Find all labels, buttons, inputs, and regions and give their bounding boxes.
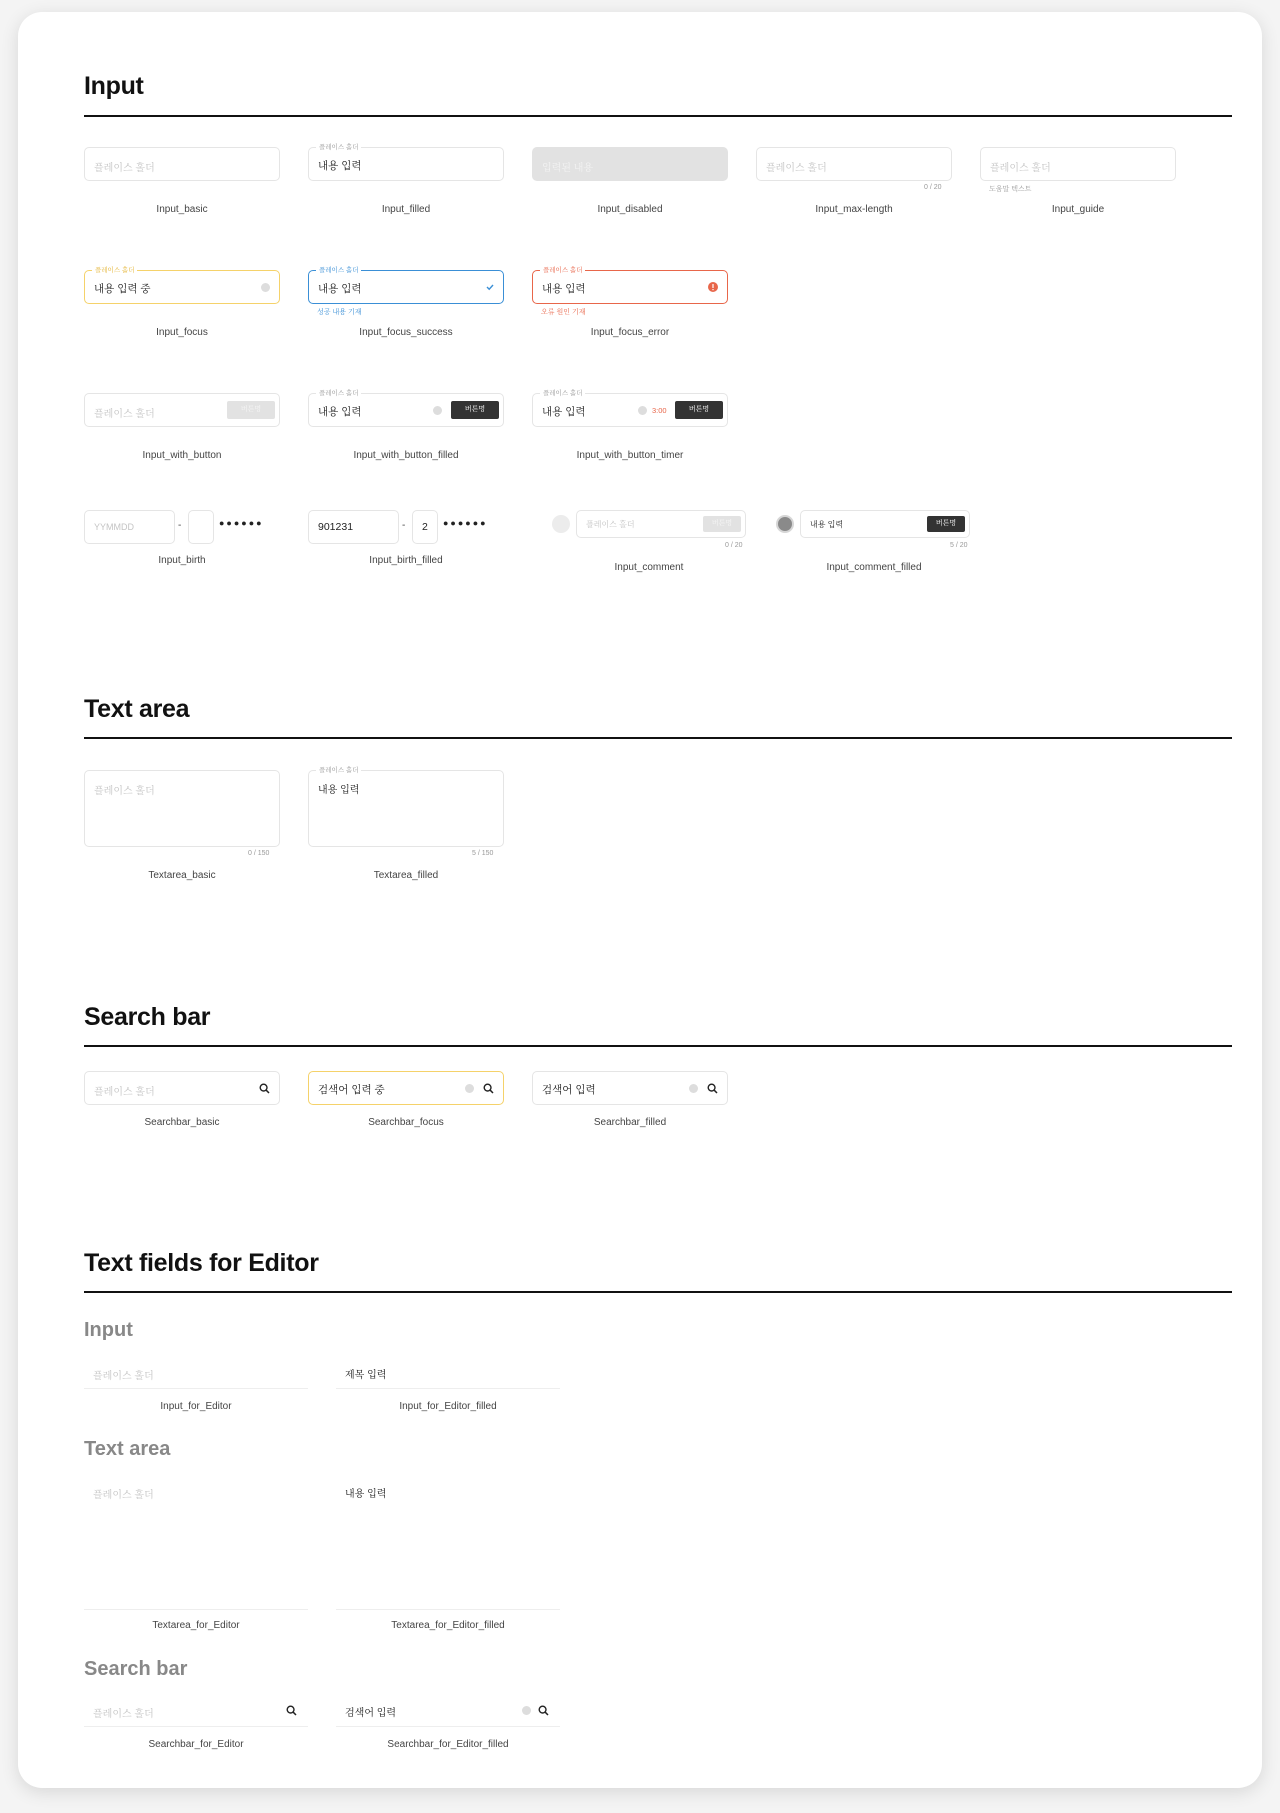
search-value: 검색어 입력 중 [318,1084,385,1096]
birth-gender-input[interactable] [188,510,214,544]
input-filled[interactable] [308,144,504,181]
char-counter: 0 / 20 [725,542,743,549]
section-title-textarea: Text area [84,695,190,723]
input-value: 내용 입력 [318,160,362,172]
section-title-searchbar: Search bar [84,1003,211,1031]
input-placeholder: 플레이스 홀더 [990,163,1051,174]
caption-input-focus-success: Input_focus_success [359,327,453,338]
action-button-disabled: 버튼명 [227,401,275,419]
input-comment-filled[interactable] [800,510,970,538]
section-title-input: Input [84,72,144,100]
searchbar-basic[interactable] [84,1071,280,1105]
birth-gender-value: 2 [422,521,428,533]
char-counter: 0 / 150 [248,850,270,857]
subsection-title-searchbar: Search bar [84,1658,188,1680]
search-placeholder: 플레이스 홀더 [93,1709,154,1720]
caption-input-guide: Input_guide [1051,204,1105,215]
caption-input-basic: Input_basic [156,204,208,215]
birth-dash: - [178,520,182,531]
birth-value: 901231 [318,521,354,533]
input-with-button-filled[interactable] [308,390,504,427]
avatar-icon [776,515,794,533]
input-max-length[interactable] [756,147,952,181]
input-placeholder: 플레이스 홀더 [766,163,827,174]
textarea-placeholder: 플레이스 홀더 [94,786,155,797]
caption-input-focus-error: Input_focus_error [590,327,670,338]
textarea-placeholder: 플레이스 홀더 [93,1490,154,1501]
search-icon[interactable] [483,1083,494,1094]
textarea-value: 내용 입력 [318,785,360,796]
caption-input-birth: Input_birth [158,555,206,566]
clear-icon[interactable] [689,1084,698,1093]
birth-gender-input-filled[interactable] [412,510,438,544]
input-guide[interactable] [980,147,1176,181]
input-comment[interactable] [576,510,746,538]
guide-text: 도움말 텍스트 [989,186,1032,193]
caption-editor-input: Input_for_Editor [160,1401,232,1412]
caption-textarea-filled: Textarea_filled [373,870,439,881]
input-value: 내용 입력 [810,520,844,529]
birth-placeholder: YYMMDD [94,522,134,532]
section-divider [84,737,1232,739]
caption-editor-searchbar: Searchbar_for_Editor [148,1739,244,1750]
birth-dash: - [402,520,406,531]
field-label: 플레이스 홀더 [316,388,361,397]
caption-editor-searchbar-filled: Searchbar_for_Editor_filled [387,1739,509,1750]
input-focus-success[interactable] [308,267,504,304]
input-value: 내용 입력 [318,283,362,295]
input-placeholder: 플레이스 홀더 [93,1371,154,1382]
birth-mask: ●●●●●● [443,518,488,528]
editor-input[interactable] [84,1355,308,1389]
caption-input-with-button-filled: Input_with_button_filled [353,450,459,461]
subsection-title-textarea: Text area [84,1438,171,1460]
search-icon[interactable] [707,1083,718,1094]
input-with-button[interactable] [84,393,280,427]
subsection-title-input: Input [84,1319,133,1341]
field-label: 플레이스 홀더 [316,142,361,151]
input-value: 제목 입력 [345,1370,387,1381]
editor-textarea-filled[interactable] [336,1474,560,1610]
field-label: 플레이스 홀더 [316,765,361,774]
char-counter: 5 / 150 [472,850,494,857]
search-placeholder: 플레이스 홀더 [94,1087,155,1098]
caption-searchbar-filled: Searchbar_filled [593,1117,667,1128]
error-icon [708,282,718,292]
caption-input-with-button-timer: Input_with_button_timer [576,450,684,461]
caption-input-focus: Input_focus [156,327,208,338]
caption-input-birth-filled: Input_birth_filled [369,555,443,566]
char-counter: 0 / 20 [924,184,942,191]
input-value: 내용 입력 [318,406,362,418]
caption-input-comment-filled: Input_comment_filled [826,562,922,573]
input-disabled [532,147,728,181]
section-divider [84,1045,1232,1047]
input-value: 내용 입력 [542,406,586,418]
input-placeholder: 플레이스 홀더 [94,409,155,420]
input-disabled-value: 입력된 내용 [542,163,594,174]
input-value: 내용 입력 중 [94,283,151,295]
birth-date-input[interactable] [84,510,175,544]
birth-date-input-filled[interactable] [308,510,399,544]
textarea-filled[interactable] [308,767,504,847]
input-focus-error[interactable] [532,267,728,304]
search-icon[interactable] [259,1083,270,1094]
input-placeholder: 플레이스 홀더 [94,163,155,174]
input-focus[interactable] [84,267,280,304]
caption-input-filled: Input_filled [381,204,431,215]
search-icon[interactable] [538,1705,549,1716]
searchbar-filled[interactable] [532,1071,728,1105]
caption-editor-input-filled: Input_for_Editor_filled [399,1401,497,1412]
input-placeholder: 플레이스 홀더 [586,520,635,529]
caption-editor-textarea: Textarea_for_Editor [152,1620,240,1631]
check-icon [485,282,495,292]
input-with-button-timer[interactable] [532,390,728,427]
field-label: 플레이스 홀더 [540,388,585,397]
clear-icon[interactable] [261,283,270,292]
error-text: 오류 원인 기재 [541,309,586,316]
success-text: 성공 내용 기재 [317,309,362,316]
field-label: 플레이스 홀더 [92,265,137,274]
caption-searchbar-focus: Searchbar_focus [368,1117,444,1128]
field-label: 플레이스 홀더 [540,265,585,274]
clear-icon[interactable] [433,406,442,415]
action-button-disabled: 버튼명 [703,516,741,532]
editor-searchbar-filled[interactable] [336,1693,560,1727]
section-divider [84,115,1232,117]
input-basic[interactable] [84,147,280,181]
caption-input-with-button: Input_with_button [142,450,222,461]
caption-input-max-length: Input_max-length [815,204,893,215]
search-icon[interactable] [286,1705,297,1716]
clear-icon[interactable] [465,1084,474,1093]
section-divider [84,1291,1232,1293]
clear-icon[interactable] [522,1706,531,1715]
birth-mask: ●●●●●● [219,518,264,528]
search-value: 검색어 입력 [345,1708,397,1719]
timer: 3:00 [652,406,667,415]
caption-input-comment: Input_comment [614,562,684,573]
caption-input-disabled: Input_disabled [597,204,663,215]
caption-textarea-basic: Textarea_basic [148,870,216,881]
char-counter: 5 / 20 [950,542,968,549]
avatar-icon [552,515,570,533]
action-button[interactable]: 버튼명 [675,401,723,419]
caption-editor-textarea-filled: Textarea_for_Editor_filled [391,1620,505,1631]
searchbar-focus[interactable] [308,1071,504,1105]
editor-searchbar[interactable] [84,1693,308,1727]
caption-searchbar-basic: Searchbar_basic [144,1117,220,1128]
section-title-editor: Text fields for Editor [84,1249,319,1277]
field-label: 플레이스 홀더 [316,265,361,274]
editor-input-filled[interactable] [336,1355,560,1389]
action-button[interactable]: 버튼명 [451,401,499,419]
input-value: 내용 입력 [542,283,586,295]
search-value: 검색어 입력 [542,1084,596,1096]
editor-textarea[interactable] [84,1474,308,1610]
textarea-basic[interactable] [84,770,280,847]
clear-icon[interactable] [638,406,647,415]
textarea-value: 내용 입력 [345,1489,387,1500]
component-sheet [18,12,1262,1788]
action-button[interactable]: 버튼명 [927,516,965,532]
